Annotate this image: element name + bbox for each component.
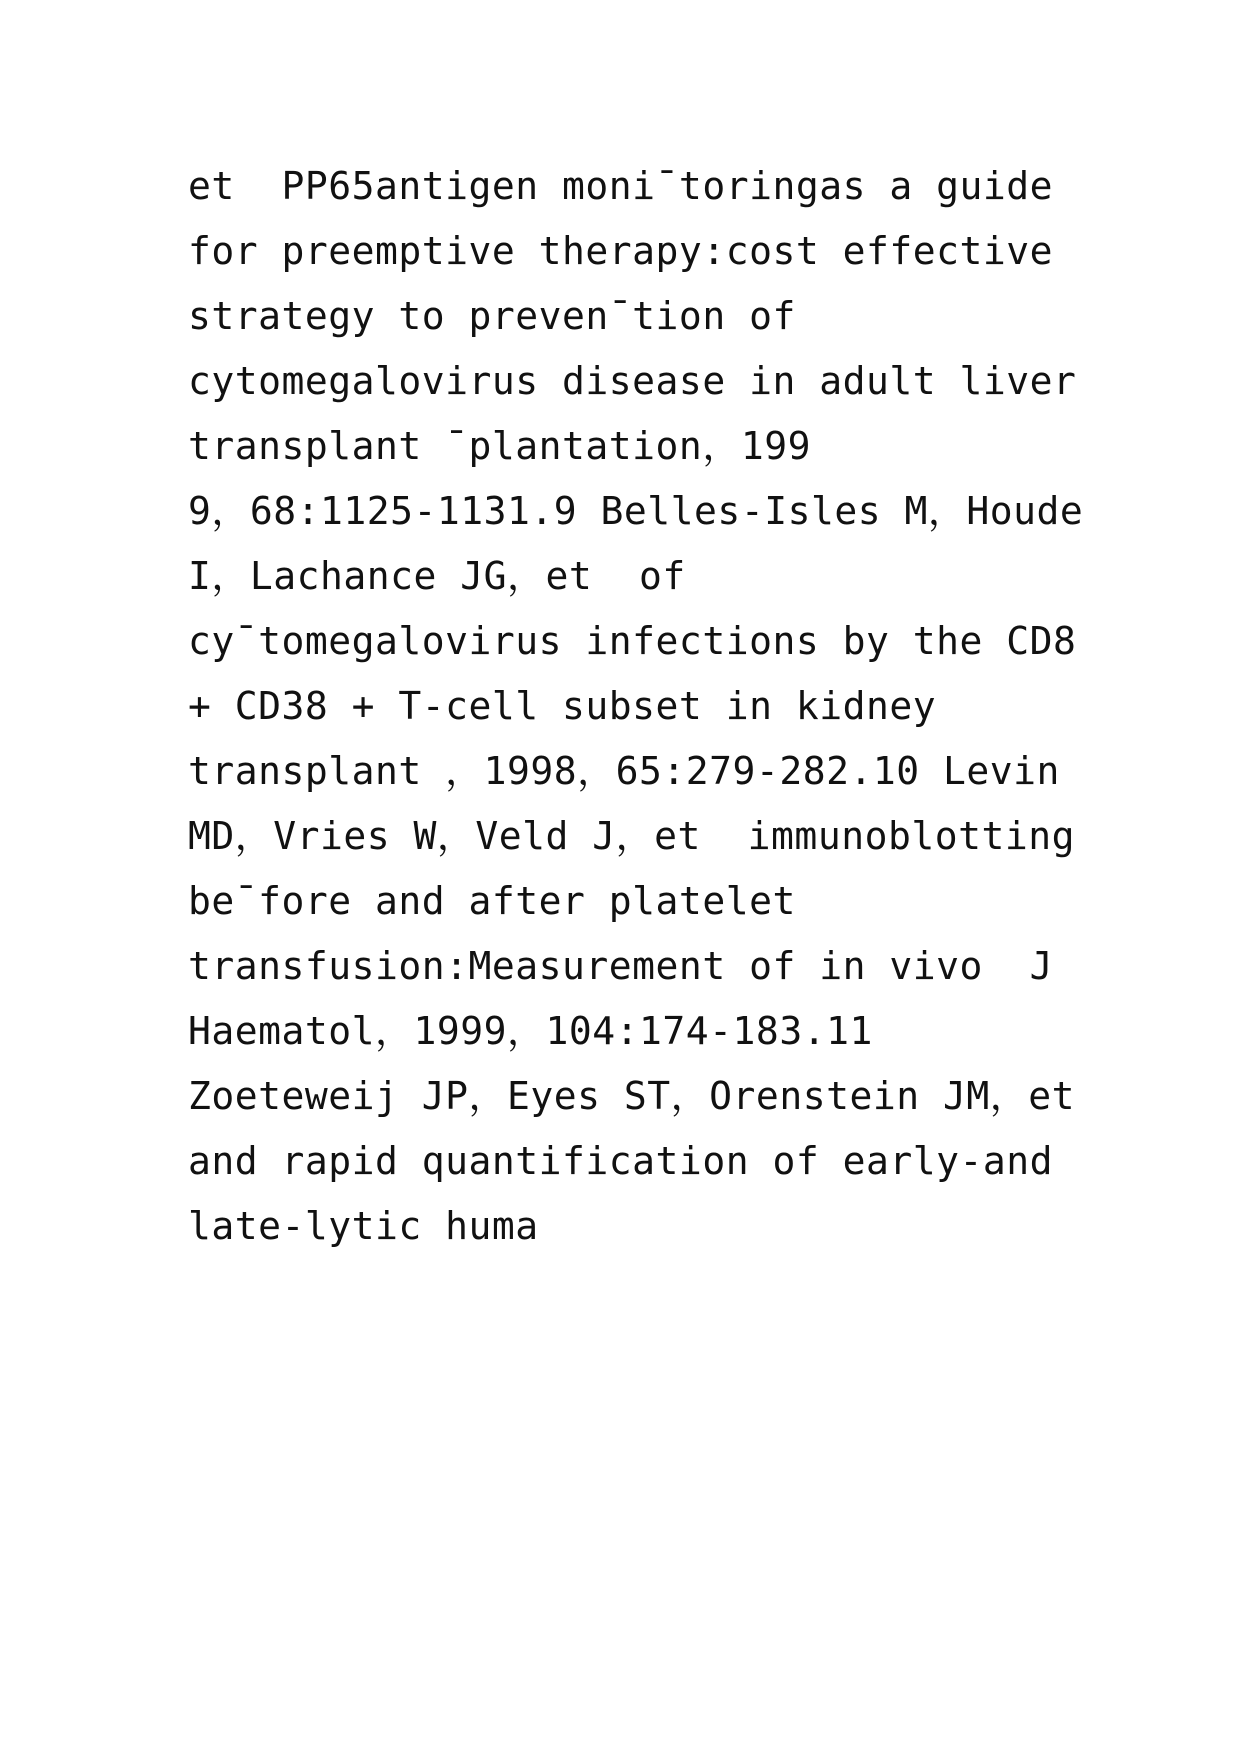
- text-line: Haematol，1999，104:174-183.11: [188, 1009, 873, 1053]
- text-line: transplant ¯plantation，199: [188, 424, 811, 468]
- reference-text-block: [188, 154, 1084, 1259]
- text-line: cytomegalovirus disease in adult liver: [188, 359, 1077, 403]
- text-line: MD，Vries W，Veld J，et immunoblotting: [188, 814, 1075, 858]
- text-line: strategy to preven¯tion of: [188, 294, 796, 338]
- text-line: cy¯tomegalovirus infections by the CD8: [188, 619, 1077, 663]
- text-line: transplant ，1998，65:279-282.10 Levin: [188, 749, 1060, 793]
- text-line: late-lytic huma: [188, 1204, 539, 1248]
- text-line: and rapid quantification of early-and: [188, 1139, 1053, 1183]
- text-line: transfusion:Measurement of in vivo J: [188, 944, 1053, 988]
- text-line: be¯fore and after platelet: [188, 879, 796, 923]
- text-line: 9，68:1125-1131.9 Belles-Isles M，Houde: [188, 489, 1084, 533]
- text-line: I，Lachance JG，et of: [188, 554, 686, 598]
- text-line: et PP65antigen moni¯toringas a guide: [188, 164, 1053, 208]
- text-line: + CD38 + T-cell subset in kidney: [188, 684, 937, 728]
- text-line: Zoeteweij JP，Eyes ST，Orenstein JM，et: [188, 1074, 1075, 1118]
- text-line: for preemptive therapy:cost effective: [188, 229, 1053, 273]
